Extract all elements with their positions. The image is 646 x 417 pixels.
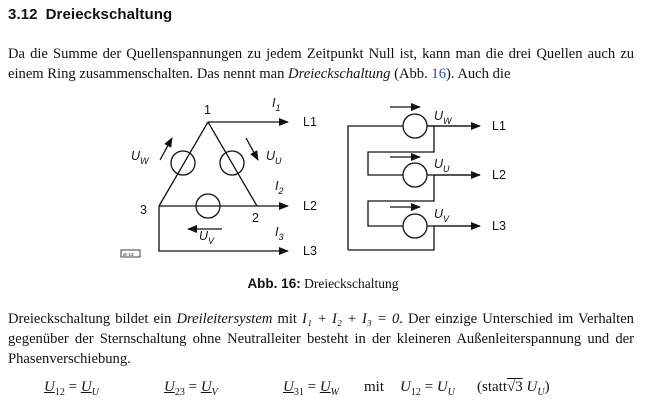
source-w-right — [403, 114, 427, 138]
para2-text-a: Dreieckschaltung bildet ein — [8, 311, 177, 327]
formula-u31: $U_{31} = U_W$ — [283, 379, 339, 398]
source-v-right — [403, 214, 427, 238]
triangle-left-edge — [159, 122, 208, 206]
para1-text-c: ). Auch die — [446, 66, 511, 82]
voltage-uu-right: $U_U$ — [434, 157, 450, 174]
formula-u12: $U_{12} = U_U$ — [44, 379, 99, 398]
source-w-left — [171, 151, 195, 175]
formula-row — [0, 379, 646, 403]
l1-label-right: L1 — [492, 119, 506, 133]
figure-ref-link[interactable]: 16 — [431, 66, 446, 82]
section-number: 3.12 — [8, 6, 38, 23]
formula-statt: (statt√3 $U_U$) — [477, 379, 550, 398]
node-3-label: 3 — [140, 203, 147, 217]
l2-label-left: L2 — [303, 199, 317, 213]
figure-tag-text: dr-13 — [123, 252, 134, 257]
arrow-uu — [246, 138, 258, 160]
voltage-uv-right: $U_V$ — [434, 207, 450, 224]
line-l3-left — [159, 206, 288, 251]
section-title: Dreieckschaltung — [45, 6, 173, 23]
para2-text-c: . Der einzige Unterschied im Verhalten gegenüber der Sternschaltung ohne Neutralleiter besteht in der kleineren Außenleiterspannung und der Phasenverschiebung. — [8, 311, 634, 367]
caption-label: Abb. 16: — [247, 276, 301, 291]
term-dreileitersystem: Dreileitersystem — [176, 311, 273, 327]
node-1-label: 1 — [204, 103, 211, 117]
formula-u23: $U_{23} = U_V$ — [164, 379, 218, 398]
source-u-right — [403, 163, 427, 187]
paragraph-dreileiter — [8, 309, 634, 369]
voltage-uw-right: $U_W$ — [434, 109, 452, 126]
current-i1: $I_1$ — [272, 96, 281, 113]
l3-label-right: L3 — [492, 219, 506, 233]
current-i2: $I_2$ — [275, 179, 284, 196]
node-2-label: 2 — [252, 211, 259, 225]
term-dreieckschaltung: Dreieckschaltung — [288, 66, 391, 82]
voltage-uu-left: $U_U$ — [266, 149, 282, 166]
arrow-uw — [160, 138, 172, 160]
current-i3: $I_3$ — [275, 225, 284, 242]
voltage-uv-left: $U_V$ — [199, 229, 215, 246]
para1-text-a: Da die Summe der Quellenspannungen zu jedem Zeitpunkt Null ist, kann man die drei Quellen auch zu einem Ring zusammenschalten. Das nennt man — [8, 46, 634, 82]
l2-label-right: L2 — [492, 168, 506, 182]
formula-u12-uu: $U_{12} = U_U$ — [400, 379, 455, 398]
l3-label-left: L3 — [303, 244, 317, 258]
formula-mit: mit — [364, 379, 385, 395]
caption-text: Dreieckschaltung — [300, 276, 399, 291]
triangle-right-edge — [208, 122, 257, 206]
para1-text-b: (Abb. — [390, 66, 432, 82]
l1-label-left: L1 — [303, 115, 317, 129]
para2-text-b: mit — [272, 311, 303, 327]
voltage-uw-left: $U_W$ — [131, 149, 149, 166]
figure-caption — [0, 276, 646, 292]
current-sum-equation: I₁ + I₂ + I₃ = 0 — [302, 311, 400, 327]
